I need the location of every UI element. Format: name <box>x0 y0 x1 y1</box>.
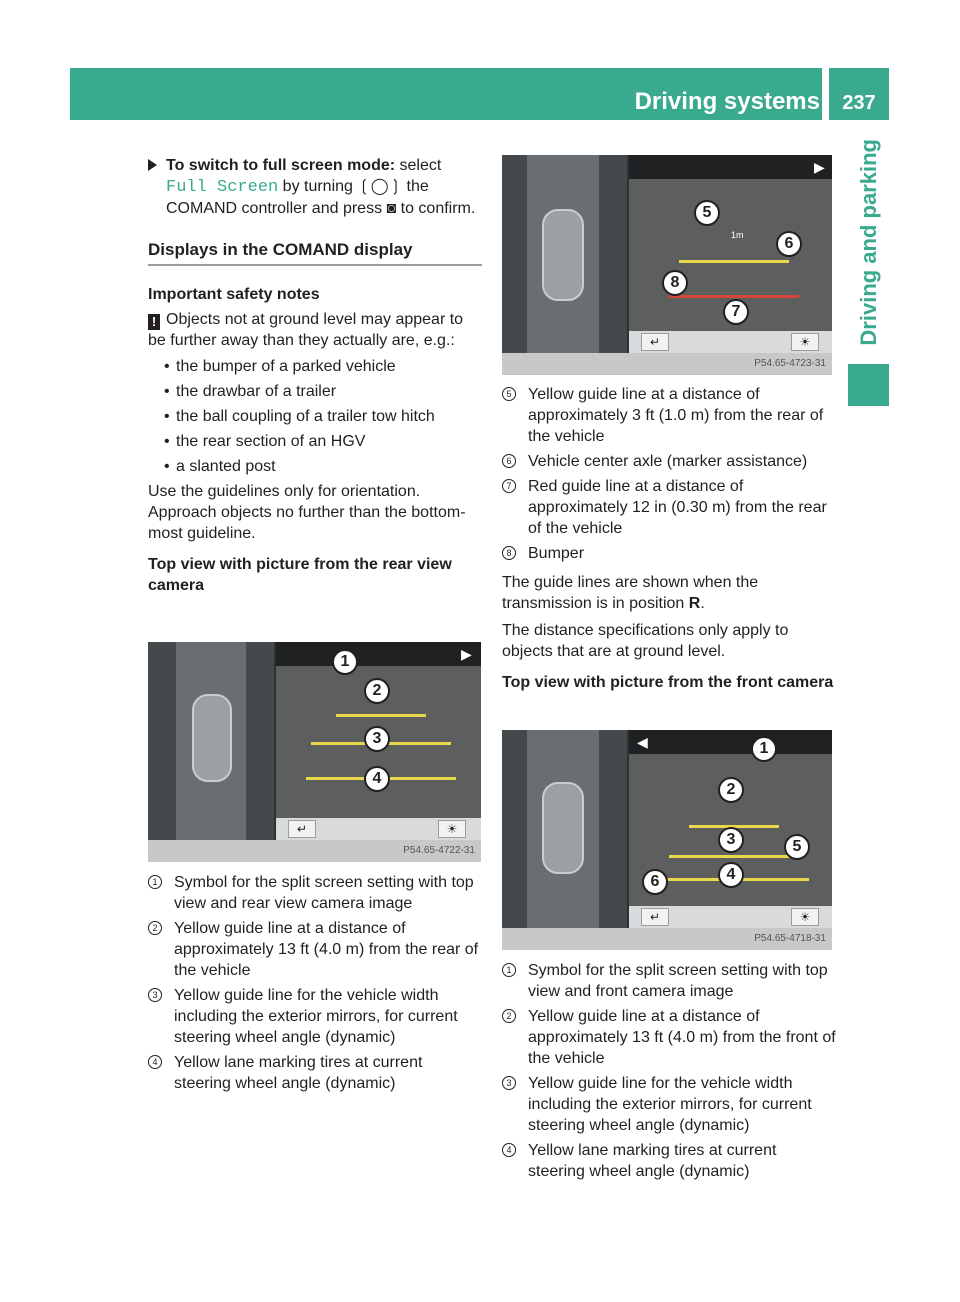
guide-line <box>336 714 426 717</box>
back-button <box>288 820 316 838</box>
callout: 1 <box>332 649 358 675</box>
heading-safety: Important safety notes <box>148 286 320 303</box>
callout: 8 <box>662 270 688 296</box>
bullet-item: • the ball coupling of a trailer tow hitch <box>164 408 435 425</box>
page-number: 237 <box>829 68 889 120</box>
step-bold: To switch to full screen mode: <box>166 157 396 174</box>
heading-displays: Displays in the COMAND display <box>148 239 482 266</box>
warning-body: Objects not at ground level may appear to be further away than they actually are, e.g.: <box>148 311 464 349</box>
legend-item: 3 Yellow guide line for the vehicle width including the exterior mirrors, for current steering wheel angle (dynamic) <box>148 985 482 1048</box>
callout: 6 <box>642 869 668 895</box>
bullet-item: • the bumper of a parked vehicle <box>164 358 396 375</box>
sun-icon: ☀ <box>799 335 811 349</box>
legend-item: 7 Red guide line at a distance of approximately 12 in (0.30 m) from the rear of the vehicle <box>502 476 836 539</box>
back-button <box>641 908 669 926</box>
legend-item: 6 Vehicle center axle (marker assistance) <box>502 451 836 472</box>
step-text-3: the COMAND controller and press <box>166 178 429 217</box>
bullet-item: • the drawbar of a trailer <box>164 383 337 400</box>
callout: 6 <box>776 231 802 257</box>
brightness-button <box>791 908 819 926</box>
distance-paragraph: The distance specifications only apply to objects that are at ground level. <box>502 622 789 660</box>
step-text-2: by turning <box>278 178 358 195</box>
legend-item: 2 Yellow guide line at a distance of approximately 13 ft (4.0 m) from the front of the vehicle <box>502 1006 836 1069</box>
play-icon: ▶ <box>814 159 825 175</box>
sun-icon: ☀ <box>799 910 811 924</box>
legend-item: 5 Yellow guide line at a distance of approximately 3 ft (1.0 m) from the rear of the vehicle <box>502 384 836 447</box>
legend-item: 8 Bumper <box>502 543 836 564</box>
legend-item: 3 Yellow guide line for the vehicle width including the exterior mirrors, for current steering wheel angle (dynamic) <box>502 1073 836 1136</box>
side-tab-label: Driving and parking <box>855 138 881 346</box>
bullet-item: • a slanted post <box>164 458 276 475</box>
figure-rear-camera-detail <box>502 155 832 375</box>
vehicle-top-view <box>542 782 584 874</box>
legend-item: 1 Symbol for the split screen setting with top view and rear view camera image <box>148 872 482 914</box>
guide-line <box>669 855 799 858</box>
warning-icon: ! <box>148 314 160 330</box>
callout: 5 <box>784 834 810 860</box>
side-tab <box>848 126 889 358</box>
full-screen-step <box>148 155 482 219</box>
play-back-icon: ◀ <box>637 734 648 750</box>
legend-item: 4 Yellow lane marking tires at current steering wheel angle (dynamic) <box>148 1052 482 1094</box>
legend-rear <box>148 872 482 1094</box>
callout: 4 <box>364 766 390 792</box>
brightness-button <box>791 333 819 351</box>
controller-press-icon: ◙ <box>386 200 397 217</box>
legend-front <box>502 960 836 1182</box>
red-guide-line <box>669 295 799 298</box>
warning-text <box>148 309 482 351</box>
callout: 4 <box>718 862 744 888</box>
distance-label: 1m <box>731 230 744 240</box>
callout: 2 <box>718 777 744 803</box>
step-arrow-icon <box>148 159 157 171</box>
side-tab-marker <box>848 364 889 406</box>
figure-code: P54.65-4723-31 <box>502 353 832 375</box>
heading-front-camera: Top view with picture from the front camera <box>502 674 834 691</box>
back-icon: ↵ <box>296 822 308 836</box>
callout: 7 <box>723 299 749 325</box>
back-icon: ↵ <box>649 335 661 349</box>
figure-code: P54.65-4718-31 <box>502 928 832 950</box>
callout: 3 <box>718 827 744 853</box>
brightness-button <box>438 820 466 838</box>
back-button <box>641 333 669 351</box>
column-right <box>502 384 836 693</box>
callout: 1 <box>751 736 777 762</box>
column-left-top <box>148 155 482 596</box>
play-icon: ▶ <box>461 646 472 662</box>
callout: 5 <box>694 200 720 226</box>
controller-turn-icon: ❲◯❳ <box>357 178 403 195</box>
full-screen-menu-item: Full Screen <box>166 178 279 197</box>
top-view-panel <box>148 642 274 862</box>
heading-rear-camera: Top view with picture from the rear view camera <box>148 556 452 594</box>
step-text-4: to confirm. <box>396 200 476 217</box>
back-icon: ↵ <box>649 910 661 924</box>
step-text-1: select <box>395 157 442 174</box>
figure-front-camera <box>502 730 832 950</box>
sun-icon: ☀ <box>446 822 458 836</box>
guidelines-text: Use the guidelines only for orientation. Approach objects no further than the bottom-most guideline. <box>148 483 466 542</box>
legend-item: 4 Yellow lane marking tires at current steering wheel angle (dynamic) <box>502 1140 836 1182</box>
figure-rear-camera <box>148 642 481 862</box>
callout: 3 <box>364 726 390 752</box>
bullet-item: • the rear section of an HGV <box>164 433 366 450</box>
vehicle-top-view <box>542 209 584 301</box>
legend-item: 2 Yellow guide line at a distance of approximately 13 ft (4.0 m) from the rear of the vehicle <box>148 918 482 981</box>
guide-lines-paragraph: The guide lines are shown when the transmission is in position R. <box>502 574 759 612</box>
figure-code: P54.65-4722-31 <box>148 840 481 862</box>
guide-line <box>679 260 789 263</box>
callout: 2 <box>364 678 390 704</box>
vehicle-top-view <box>192 694 232 782</box>
section-title: Driving systems <box>634 88 820 115</box>
legend-item: 1 Symbol for the split screen setting with top view and front camera image <box>502 960 836 1002</box>
